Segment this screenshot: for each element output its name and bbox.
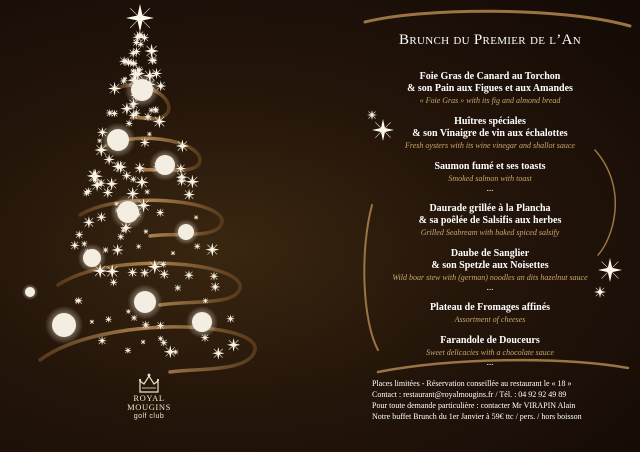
sparkle-icon: [143, 112, 152, 121]
sparkle-icon: [144, 44, 159, 59]
sparkle-icon: [210, 282, 220, 292]
course-item: [360, 248, 620, 292]
sparkle-icon: [209, 272, 218, 281]
sparkle-icon: [140, 339, 145, 344]
sparkle-icon: [128, 110, 138, 120]
sparkle-icon: [110, 109, 118, 117]
sparkle-icon: [152, 106, 160, 114]
sparkle-icon: [84, 187, 93, 196]
course-item: [360, 116, 620, 151]
sparkle-icon: [148, 259, 163, 274]
sparkle-icon: [111, 244, 123, 256]
sparkle-icon: [140, 268, 150, 278]
sparkle-icon: [130, 175, 138, 183]
footer-contact: Contact : restaurant@royalmougins.fr / Tél. : 04 92 92 49 89: [372, 390, 567, 399]
sparkle-icon: [75, 297, 83, 305]
ornament-ball-icon: [178, 224, 194, 240]
ornament-ball-icon: [83, 249, 101, 267]
sparkle-icon: [205, 243, 219, 257]
footer-line: Pour toute demande particulière : contacter Mr VIRAPIN Alain: [372, 401, 576, 410]
course-translation: Smoked salmon with toast: [448, 174, 532, 183]
sparkle-icon: [194, 215, 199, 220]
sparkle-icon: [135, 175, 149, 189]
sparkle-icon: [97, 336, 106, 345]
sparkle-icon: [156, 321, 165, 330]
sparkle-icon: [96, 212, 107, 223]
sparkle-icon: [124, 347, 131, 354]
sparkle-icon: [172, 349, 179, 356]
ornament-ball-icon: [107, 129, 129, 151]
course-separator: ...: [486, 282, 494, 292]
course-name: Foie Gras de Canard au Torchon: [419, 71, 561, 82]
ornament-ball-icon: [192, 312, 212, 332]
ornament-ball-icon: [117, 201, 139, 223]
sparkle-icon: [127, 267, 138, 278]
ornament-ball-icon: [155, 155, 175, 175]
sparkle-icon: [89, 319, 94, 324]
course-item: [360, 203, 620, 238]
course-name: Saumon fumé et ses toasts: [434, 161, 546, 172]
course-translation: Grilled Seabream with baked spiced salsify: [420, 228, 560, 237]
course-name: Daube de Sanglier: [450, 248, 530, 259]
sparkle-icon: [129, 59, 138, 68]
sparkle-icon: [134, 162, 146, 174]
course-item: [360, 302, 620, 325]
course-translation: « Foie Gras » with its fig and almond bread: [419, 96, 561, 105]
course-name: Huîtres spéciales: [454, 116, 526, 127]
ornament-ball-icon: [52, 313, 76, 337]
course-name: Daurade grillée à la Plancha: [429, 203, 551, 214]
course-separator: ...: [486, 183, 494, 193]
course-translation: Fresh oysters with its wine vinegar and shallot sauce: [405, 141, 575, 150]
sparkle-icon: [144, 189, 150, 195]
sparkle-icon: [227, 338, 241, 352]
sparkle-icon: [157, 335, 163, 341]
reservation-info: [372, 378, 634, 422]
tree-top-star-icon: [126, 4, 154, 32]
logo-name: ROYAL: [133, 393, 165, 403]
sparkle-icon: [105, 177, 118, 190]
menu-title: Brunch du Premier de l’An: [399, 32, 581, 48]
sparkle-icon: [194, 243, 201, 250]
sparkle-icon: [109, 278, 118, 287]
sparkle-icon: [184, 270, 194, 280]
sparkle-icon: [156, 208, 165, 217]
course-name: Farandole de Douceurs: [440, 335, 540, 346]
course-name: & son Spetzle aux Noisettes: [431, 260, 549, 271]
ornament-ball-icon: [134, 291, 156, 313]
sparkle-icon: [70, 240, 80, 250]
course-translation: Wild boar stew with (german) noodles an dits hazelnut sauce: [392, 273, 588, 282]
footer-price: Notre buffet Brunch du 1er Janvier à 59€ ttc / pers. / hors boisson: [372, 412, 582, 421]
sparkle-icon: [147, 131, 153, 137]
footer-line: Places limitées - Réservation conseillée au restaurant le « 18 »: [372, 379, 572, 388]
sparkle-icon: [226, 314, 235, 323]
royal-mougins-logo: [120, 372, 178, 421]
course-name: & son Vinaigre de vin aux échalottes: [412, 128, 568, 139]
sparkle-icon: [96, 178, 106, 188]
sparkle-icon: [170, 251, 175, 256]
sparkle-icon: [148, 107, 155, 114]
course-item: [360, 335, 620, 367]
sparkle-icon: [186, 175, 200, 189]
course-name: & son Pain aux Figues et aux Amandes: [407, 83, 573, 94]
logo-tagline: golf club: [133, 413, 165, 420]
course-item: [360, 71, 620, 106]
sparkle-icon: [128, 48, 138, 58]
sparkle-icon: [114, 160, 127, 173]
course-name: & sa poêlée de Salsifis aux herbes: [418, 215, 562, 226]
swoop-line: [365, 11, 630, 26]
ornament-ball-icon: [25, 287, 35, 297]
sparkle-icon: [75, 230, 84, 239]
sparkle-icon: [212, 347, 225, 360]
sparkle-icon: [136, 244, 142, 250]
sparkle-icon: [122, 171, 132, 181]
sparkle-icon: [105, 316, 112, 323]
course-name: Plateau de Fromages affinés: [429, 302, 551, 313]
sparkle-icon: [83, 216, 95, 228]
course-translation: Assortment of cheeses: [454, 315, 526, 324]
ornament-ball-icon: [131, 79, 153, 101]
sparkle-icon: [117, 233, 125, 241]
course-separator: ...: [486, 357, 494, 367]
sparkle-icon: [183, 189, 195, 201]
sparkle-icon: [150, 57, 157, 64]
sparkle-icon: [159, 269, 170, 280]
course-translation: Sweet delicacies with a chocolate sauce: [426, 348, 554, 357]
brunch-menu: [360, 32, 620, 377]
sparkle-icon: [174, 284, 182, 292]
course-item: [360, 161, 620, 193]
crest-icon: [134, 372, 164, 394]
sparkle-icon: [137, 40, 145, 48]
sparkle-icon: [143, 229, 149, 235]
logo-name: MOUGINS: [127, 402, 171, 412]
sparkle-icon: [108, 82, 121, 95]
